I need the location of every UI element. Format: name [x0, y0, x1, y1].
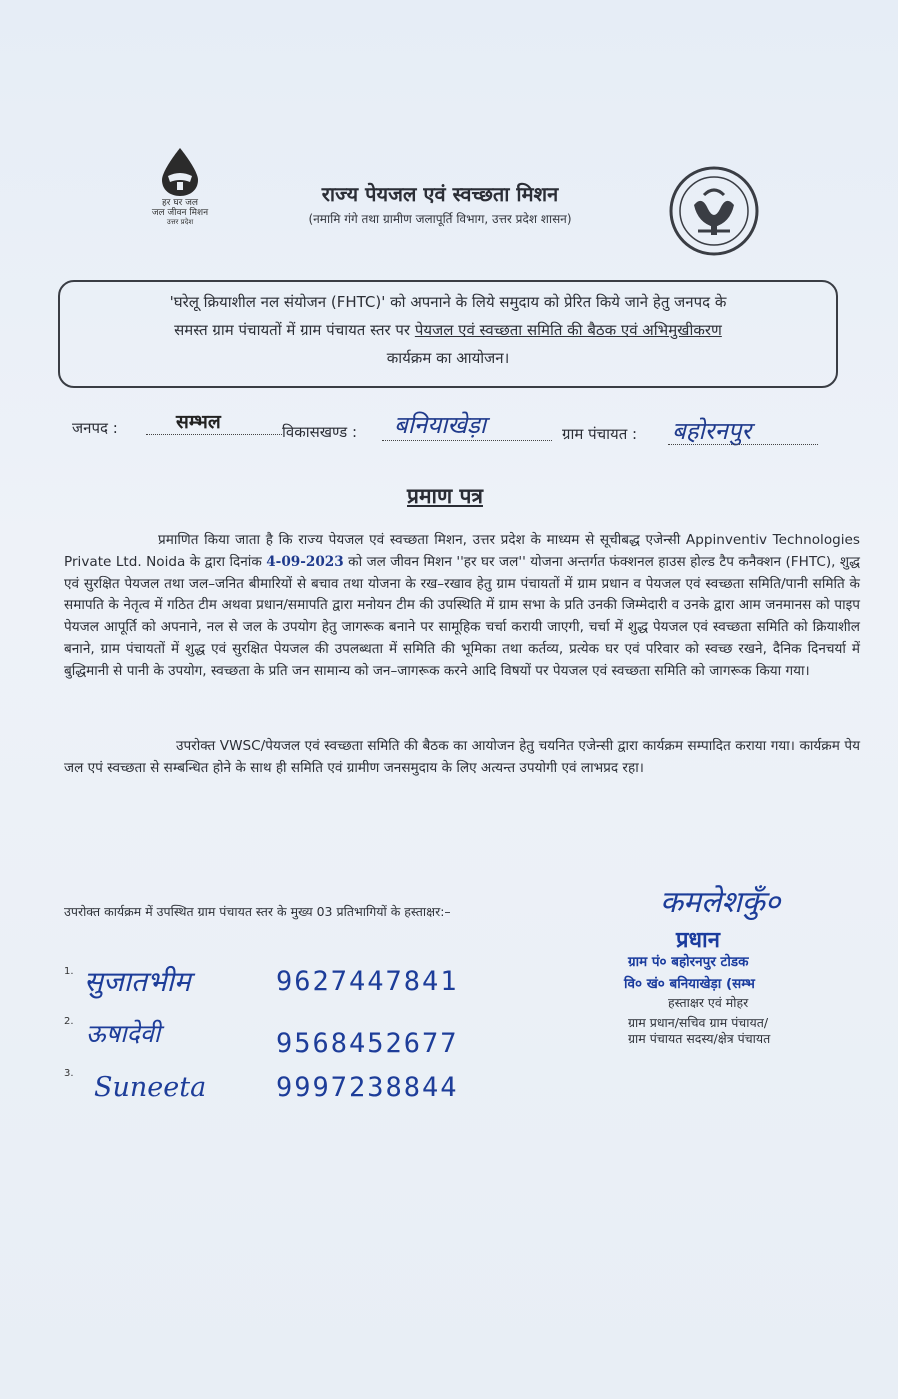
p1-after-date: को जल जीवन मिशन ''हर घर जल'' योजना अन्तर्गत फंक्शनल हाउस होल्ड टैप कनैक्शन (FHTC), शुद्ध एवं सुरक्षित पेयजल तथा जल–जनित बीमारियों से बचाव तथा योजना के रख–रखाव हेतु ग्राम पंचायतों में ग्राम प्रधान व पेयजल एवं स्वच्छता समिति/पानी समिति के समापति के नेतृत्व में गठित टीम अथवा प्रधान/समापति द्वारा मनोयन टीम की उपस्थिति में ग्राम सभा के प्रति उनकी जिम्मेदारी व उनके द्वारा आम जनमानस को पाइप पेयजल आपूर्ति को अपनाने, नल से जल के उपयोग हेतु जागरूक बनाने पर सामूहिक चर्चा करायी जाएगी, चर्चा में शुद्ध पेयजल एवं स्वच्छता समिति को क्रियाशील बनाने, ग्राम पंचायतों में शुद्ध एवं सुरक्षित पेयजल की उपलब्धता में समिति की भूमिका तथा कर्तव्य, प्रत्येक घर एवं परिवार को स्वच्छ रखने, दैनिक दिनचर्या में बुद्धिमानी से पानी के उपयोग, स्वच्छता के प्रति जन सामान्य को जन–जागरूक करने आदि विषयों पर पेयजल एवं स्वच्छता समिति को जागरूक किया गया।: [64, 553, 860, 679]
district-value: सम्भल: [176, 411, 221, 433]
participant-row: [64, 962, 584, 1006]
certificate-paragraph-2: [64, 736, 860, 780]
participant-signature: ऊषादेवी: [86, 1019, 161, 1048]
role-line1: ग्राम प्रधान/सचिव ग्राम पंचायत/: [628, 1015, 769, 1030]
up-state-emblem: [668, 165, 760, 257]
participant-phone: 9568452677: [276, 1028, 459, 1059]
logo-line2: जल जीवन मिशन: [151, 208, 209, 218]
p1-before-date: प्रमाणित किया जाता है कि राज्य पेयजल एवं स्वच्छता मिशन, उत्तर प्रदेश के माध्यम से सूचीबद्ध एजेन्सी Appinventiv Technologies Private Ltd. Noida के द्वारा दिनांक: [64, 532, 860, 570]
block-dotted-field: [382, 440, 552, 441]
date-value: 4-09-2023: [266, 553, 344, 570]
participant-row: [64, 1016, 584, 1060]
certificate-title: प्रमाण पत्र: [407, 484, 483, 508]
sign-and-seal-label: हस्ताक्षर एवं मोहर: [668, 995, 749, 1010]
program-line2-plain: समस्त ग्राम पंचायतों में ग्राम पंचायत स्तर पर: [174, 321, 411, 339]
program-title-box: [58, 280, 838, 388]
participant-signature: Suneeta: [94, 1072, 207, 1103]
mission-title: राज्य पेयजल एवं स्वच्छता मिशन: [321, 182, 559, 206]
participant-number: 3.: [64, 1068, 74, 1079]
participant-number: 1.: [64, 966, 74, 977]
district-label: जनपद :: [72, 419, 118, 437]
gp-dotted-field: [668, 444, 818, 445]
program-line2-underlined: पेयजल एवं स्वच्छता समिति की बैठक एवं अभिमुखीकरण: [414, 321, 722, 339]
logo-line1: हर घर जल: [162, 198, 198, 208]
participant-number: 2.: [64, 1016, 74, 1027]
p2-text: उपरोक्त VWSC/पेयजल एवं स्वच्छता समिति की बैठक का आयोजन हेतु चयनित एजेन्सी द्वारा कार्यक्रम सम्पादित कराया गया। कार्यक्रम पेय जल एपं स्वच्छता से सम्बन्धित होने के साथ ही समिति एवं ग्रामीण जनसमुदाय के लिए अत्यन्त उपयोगी एवं लाभप्रद रहा।: [64, 738, 860, 776]
program-line2: [60, 316, 836, 344]
participant-phone: 9627447841: [276, 966, 459, 997]
pradhan-signature: कमलेशकुँ०: [660, 885, 781, 920]
up-state-emblem-icon: [668, 165, 760, 257]
participant-row: [64, 1068, 584, 1112]
role-line2: ग्राम पंचायत सदस्य/क्षेत्र पंचायत: [628, 1031, 771, 1046]
certificate-paragraph-1: [64, 530, 860, 683]
block-value: बनियाखेड़ा: [394, 411, 487, 439]
gp-value: बहोरनपुर: [672, 417, 752, 445]
har-ghar-jal-logo: [130, 146, 230, 236]
stamp-title: प्रधान: [676, 928, 720, 953]
stamp-line1: ग्राम पं० बहोरनपुर टोडक: [628, 954, 749, 970]
program-line1: 'घरेलू क्रियाशील नल संयोजन (FHTC)' को अपनाने के लिये समुदाय को प्रेरित किये जाने हेतु जनपद के: [169, 293, 727, 311]
location-line: [72, 411, 832, 450]
gp-label: ग्राम पंचायत :: [562, 425, 638, 443]
block-label: विकासखण्ड :: [282, 423, 358, 441]
participant-phone: 9997238844: [276, 1072, 459, 1103]
district-dotted-field: [146, 434, 282, 435]
mission-subtitle: (नमामि गंगे तथा ग्रामीण जलापूर्ति विभाग, उत्तर प्रदेश शासन): [308, 212, 572, 226]
participant-signature: सुजातभीम: [84, 965, 191, 998]
water-drop-logo-icon: [156, 146, 204, 198]
logo-line3: उत्तर प्रदेश: [166, 218, 194, 226]
stamp-line2: वि० खं० बनियाखेड़ा (सम्भ: [624, 976, 755, 992]
program-line3: कार्यक्रम का आयोजन।: [386, 349, 510, 367]
participants-heading: उपरोक्त कार्यक्रम में उपस्थित ग्राम पंचायत स्तर के मुख्य 03 प्रतिभागियों के हस्ताक्षर:–: [64, 904, 451, 919]
